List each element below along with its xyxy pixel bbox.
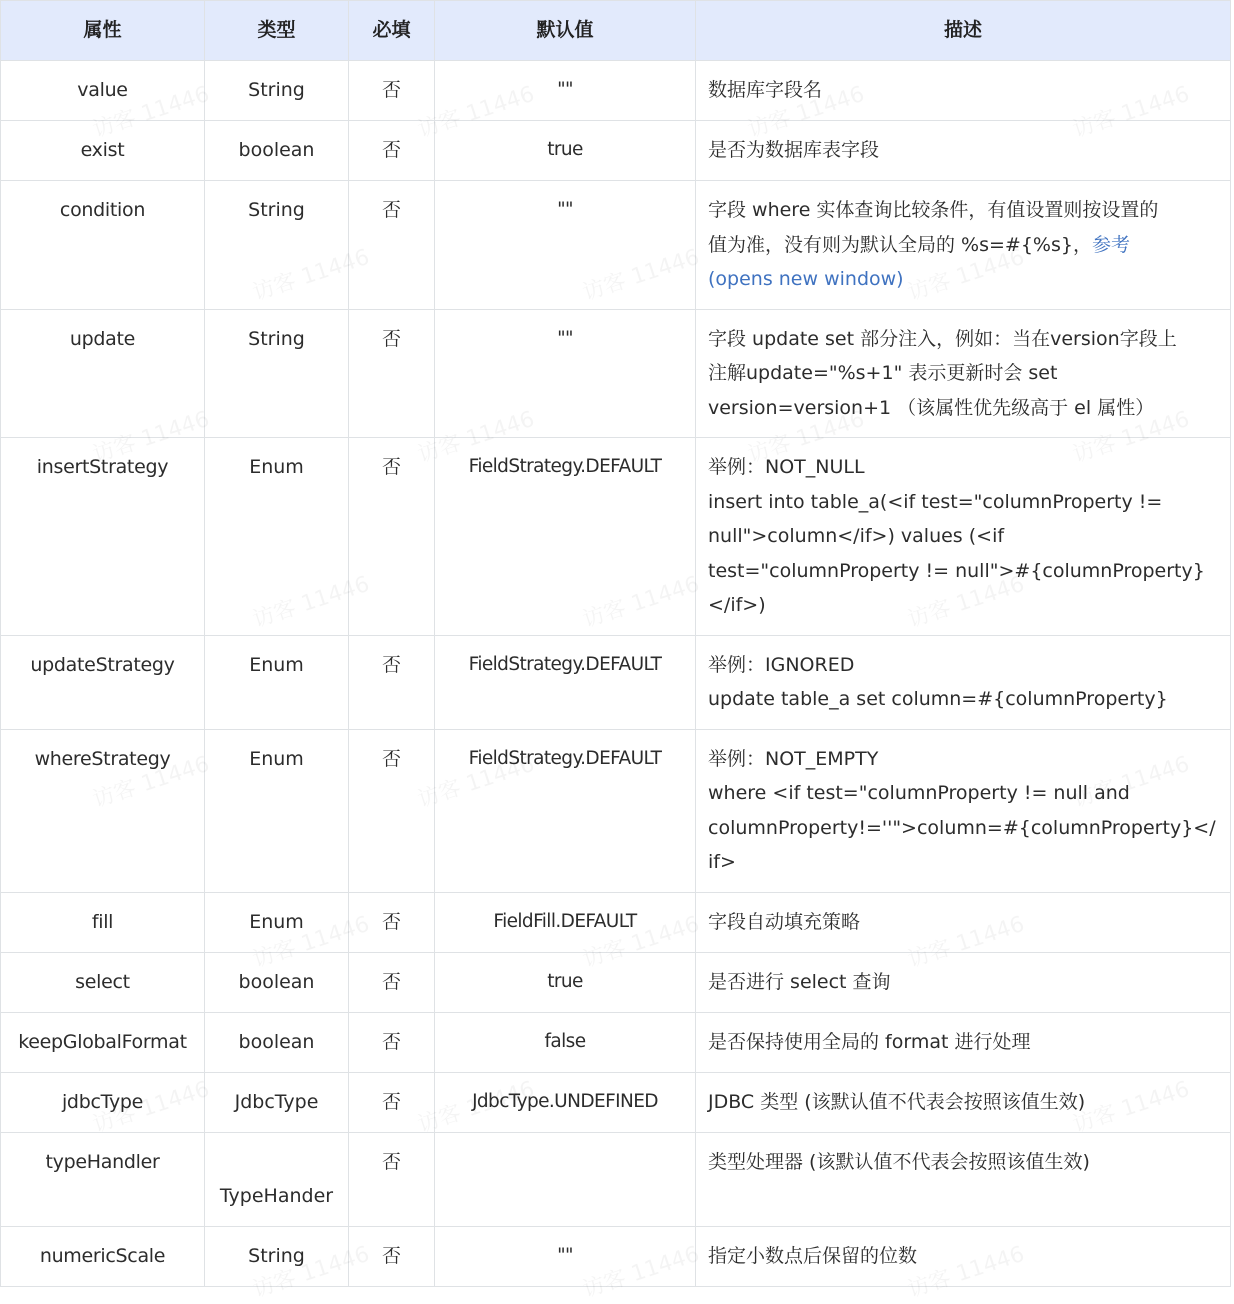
- cell-property: value: [1, 61, 205, 121]
- description-line: insert into table_a(<if test="columnProperty !=: [708, 490, 1163, 513]
- description-line: version=version+1 （该属性优先级高于 el 属性）: [708, 396, 1155, 419]
- type-value: TypeHander: [219, 1185, 334, 1207]
- description-line: 是否进行 select 查询: [708, 970, 891, 993]
- description-line: 举例：NOT_EMPTY: [708, 747, 879, 770]
- description-line: where <if test="columnProperty != null and: [708, 782, 1130, 804]
- table-row: [1, 61, 1231, 121]
- description-line: null">column</if>) values (<if: [708, 525, 1005, 547]
- cell-property: update: [1, 309, 205, 438]
- table-row: [1, 729, 1231, 892]
- cell-property: jdbcType: [1, 1072, 205, 1132]
- cell-description: [696, 121, 1231, 181]
- cell-description: [696, 61, 1231, 121]
- description-line: 字段 where 实体查询比较条件，有值设置则按设置的: [708, 199, 1159, 221]
- cell-description: [696, 438, 1231, 636]
- cell-required: 否: [349, 121, 435, 181]
- description-line: 举例：NOT_NULL: [708, 456, 865, 478]
- description-line: 注解update="%s+1" 表示更新时会 set: [708, 362, 1058, 384]
- cell-type: [205, 1132, 349, 1226]
- cell-default: true: [435, 952, 696, 1012]
- description-line: JDBC 类型 (该默认值不代表会按照该值生效): [708, 1090, 1086, 1113]
- cell-description: [696, 1132, 1231, 1226]
- cell-default: true: [435, 121, 696, 181]
- cell-required: 否: [349, 1132, 435, 1226]
- cell-type: String: [205, 1226, 349, 1286]
- header-required: 必填: [349, 1, 435, 61]
- description-line: update table_a set column=#{columnProperty}: [708, 688, 1168, 710]
- cell-required: 否: [349, 61, 435, 121]
- description-line: 字段自动填充策略: [708, 910, 861, 933]
- cell-default: JdbcType.UNDEFINED: [435, 1072, 696, 1132]
- cell-required: 否: [349, 892, 435, 952]
- description-line: columnProperty!=''">column=#{columnProperty}</: [708, 816, 1216, 839]
- table-row: [1, 635, 1231, 729]
- cell-required: 否: [349, 729, 435, 892]
- cell-type: String: [205, 309, 349, 438]
- cell-property: insertStrategy: [1, 438, 205, 636]
- cell-type: Enum: [205, 892, 349, 952]
- cell-default: FieldStrategy.DEFAULT: [435, 438, 696, 636]
- cell-property: whereStrategy: [1, 729, 205, 892]
- opens-new-window-link[interactable]: (opens new window): [708, 268, 904, 290]
- cell-default: "": [435, 61, 696, 121]
- cell-type: Enum: [205, 635, 349, 729]
- cell-property: keepGlobalFormat: [1, 1012, 205, 1072]
- cell-property: typeHandler: [1, 1132, 205, 1226]
- description-line: if>: [708, 851, 736, 873]
- reference-link[interactable]: 参考: [1091, 233, 1130, 256]
- cell-default: "": [435, 181, 696, 310]
- description-line: test="columnProperty != null">#{columnProperty}: [708, 559, 1205, 582]
- cell-description: [696, 729, 1231, 892]
- header-type: 类型: [205, 1, 349, 61]
- cell-description: [696, 892, 1231, 952]
- header-property: 属性: [1, 1, 205, 61]
- cell-required: 否: [349, 1012, 435, 1072]
- cell-default: FieldFill.DEFAULT: [435, 892, 696, 952]
- cell-type: boolean: [205, 952, 349, 1012]
- table-row: [1, 438, 1231, 636]
- cell-description: [696, 1226, 1231, 1286]
- cell-description: [696, 635, 1231, 729]
- cell-required: 否: [349, 309, 435, 438]
- cell-default: FieldStrategy.DEFAULT: [435, 729, 696, 892]
- cell-description: [696, 309, 1231, 438]
- cell-required: 否: [349, 181, 435, 310]
- description-line: 数据库字段名: [708, 79, 823, 101]
- table-header-row: [1, 1, 1231, 61]
- description-line: 是否为数据库表字段: [708, 139, 880, 161]
- cell-default: "": [435, 1226, 696, 1286]
- cell-property: select: [1, 952, 205, 1012]
- cell-required: 否: [349, 635, 435, 729]
- header-default: 默认值: [435, 1, 696, 61]
- table-row: [1, 309, 1231, 438]
- cell-type: boolean: [205, 1012, 349, 1072]
- description-line: </if>): [708, 594, 766, 616]
- cell-default: false: [435, 1012, 696, 1072]
- description-line: 举例：IGNORED: [708, 653, 855, 676]
- table-row: [1, 1132, 1231, 1226]
- table-row: [1, 892, 1231, 952]
- cell-default: FieldStrategy.DEFAULT: [435, 635, 696, 729]
- table-row: [1, 181, 1231, 310]
- cell-required: 否: [349, 438, 435, 636]
- cell-type: String: [205, 61, 349, 121]
- table-row: [1, 1226, 1231, 1286]
- description-line: 指定小数点后保留的位数: [708, 1244, 918, 1267]
- cell-property: numericScale: [1, 1226, 205, 1286]
- cell-description: [696, 952, 1231, 1012]
- cell-description: [696, 1072, 1231, 1132]
- cell-property: condition: [1, 181, 205, 310]
- description-line: 类型处理器 (该默认值不代表会按照该值生效): [708, 1150, 1090, 1173]
- cell-type: String: [205, 181, 349, 310]
- cell-property: updateStrategy: [1, 635, 205, 729]
- cell-type: boolean: [205, 121, 349, 181]
- cell-description: [696, 181, 1231, 310]
- cell-default: "": [435, 309, 696, 438]
- table-row: [1, 952, 1231, 1012]
- cell-required: 否: [349, 1226, 435, 1286]
- table-row: [1, 121, 1231, 181]
- cell-required: 否: [349, 952, 435, 1012]
- description-line: 字段 update set 部分注入，例如：当在version字段上: [708, 327, 1177, 350]
- cell-property: exist: [1, 121, 205, 181]
- cell-type: Enum: [205, 729, 349, 892]
- table-row: [1, 1072, 1231, 1132]
- table-row: [1, 1012, 1231, 1072]
- description-line: 是否保持使用全局的 format 进行处理: [708, 1030, 1031, 1053]
- cell-type: JdbcType: [205, 1072, 349, 1132]
- cell-description: [696, 1012, 1231, 1072]
- description-line: 值为准，没有则为默认全局的 %s=#{%s}，: [708, 233, 1092, 256]
- cell-required: 否: [349, 1072, 435, 1132]
- cell-default: [435, 1132, 696, 1226]
- cell-type: Enum: [205, 438, 349, 636]
- header-description: 描述: [696, 1, 1231, 61]
- cell-property: fill: [1, 892, 205, 952]
